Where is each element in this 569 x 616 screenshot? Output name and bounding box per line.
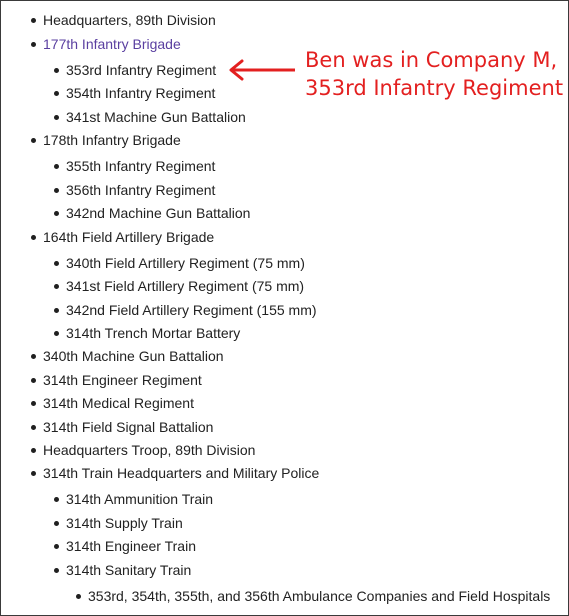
- list-item-164th-field-artillery-brigade: [43, 229, 214, 246]
- list-item-label: 314th Medical Regiment: [43, 395, 194, 411]
- list-item-314th-train-hq-military-police: [43, 465, 319, 482]
- list-item-label: 314th Sanitary Train: [66, 562, 192, 578]
- list-item-314th-medical-regiment: [43, 395, 194, 412]
- list-item-314th-engineer-train: [66, 538, 196, 555]
- list-item-314th-supply-train: [66, 515, 183, 532]
- list-item-314th-sanitary-train: [66, 562, 191, 579]
- list-item-label: 314th Supply Train: [66, 515, 183, 531]
- list-item-headquarters-troop: [43, 442, 255, 459]
- bullet-icon: [31, 138, 36, 143]
- list-item-340th-field-artillery-regiment: [66, 255, 305, 272]
- list-item-label: 314th Ammunition Train: [66, 491, 214, 507]
- list-item-341st-field-artillery-regiment: [66, 278, 304, 295]
- bullet-icon: [54, 331, 59, 336]
- bullet-icon: [54, 68, 59, 73]
- list-item-354th-infantry-regiment: [66, 85, 215, 102]
- bullet-icon: [54, 308, 59, 313]
- bullet-icon: [31, 425, 36, 430]
- list-item-342nd-machine-gun-battalion: [66, 205, 250, 222]
- bullet-icon: [31, 235, 36, 240]
- list-item-label: 314th Train Headquarters and Military Police: [43, 465, 320, 481]
- list-item-label: 314th Engineer Train: [66, 538, 196, 554]
- list-item-label: 353rd Infantry Regiment: [66, 62, 217, 78]
- list-item-314th-trench-mortar-battery: [66, 325, 240, 342]
- list-item-label: 354th Infantry Regiment: [66, 85, 216, 101]
- bullet-icon: [54, 568, 59, 573]
- list-item-314th-ammunition-train: [66, 491, 213, 508]
- list-item-label: 164th Field Artillery Brigade: [43, 229, 215, 245]
- bullet-icon: [54, 91, 59, 96]
- list-item-341st-machine-gun-battalion: [66, 109, 246, 126]
- list-item-label: 314th Trench Mortar Battery: [66, 325, 241, 341]
- bullet-icon: [31, 471, 36, 476]
- left-arrow-icon: [227, 59, 299, 81]
- list-item-label: 356th Infantry Regiment: [66, 182, 216, 198]
- bullet-icon: [54, 164, 59, 169]
- bullet-icon: [54, 211, 59, 216]
- annotation-line-1: Ben was in Company M,: [305, 48, 558, 72]
- bullet-icon: [54, 497, 59, 502]
- list-item-314th-engineer-regiment: [43, 372, 202, 389]
- annotation-line-2: 353rd Infantry Regiment: [305, 76, 564, 100]
- bullet-icon: [31, 401, 36, 406]
- list-item-label: 341st Field Artillery Regiment (75 mm): [66, 278, 305, 294]
- list-item-label: 340th Field Artillery Regiment (75 mm): [66, 255, 305, 271]
- list-item-356th-infantry-regiment: [66, 182, 215, 199]
- list-item-314th-field-signal-battalion: [43, 419, 213, 436]
- bullet-icon: [31, 42, 36, 47]
- bullet-icon: [54, 115, 59, 120]
- bullet-icon: [54, 544, 59, 549]
- list-item-label: 341st Machine Gun Battalion: [66, 109, 246, 125]
- list-item-label: 314th Engineer Regiment: [43, 372, 202, 388]
- list-item-label: 355th Infantry Regiment: [66, 158, 216, 174]
- list-item-hq-89th-division: [43, 12, 216, 29]
- bullet-icon: [31, 354, 36, 359]
- list-item-342nd-field-artillery-regiment: [66, 302, 317, 319]
- bullet-icon: [54, 261, 59, 266]
- list-item-label: 340th Machine Gun Battalion: [43, 348, 224, 364]
- list-item-label: Headquarters Troop, 89th Division: [43, 442, 256, 458]
- list-item-label: 342nd Machine Gun Battalion: [66, 205, 251, 221]
- annotation-callout: [305, 46, 564, 102]
- list-item-355th-infantry-regiment: [66, 158, 215, 175]
- list-item-label: 353rd, 354th, 355th, and 356th Ambulance Companies and Field Hospitals: [88, 588, 551, 604]
- bullet-icon: [31, 378, 36, 383]
- list-item-label: 178th Infantry Brigade: [43, 132, 181, 148]
- list-item-340th-machine-gun-battalion: [43, 348, 224, 365]
- list-item-177th-infantry-brigade-link[interactable]: [43, 36, 181, 53]
- list-item-label: Headquarters, 89th Division: [43, 12, 216, 28]
- list-item-label[interactable]: 177th Infantry Brigade: [43, 36, 181, 52]
- list-item-label: 342nd Field Artillery Regiment (155 mm): [66, 302, 317, 318]
- list-item-178th-infantry-brigade: [43, 132, 181, 149]
- list-item-label: 314th Field Signal Battalion: [43, 419, 214, 435]
- list-item-353rd-infantry-regiment: [66, 62, 216, 79]
- bullet-icon: [54, 188, 59, 193]
- bullet-icon: [54, 284, 59, 289]
- bullet-icon: [31, 448, 36, 453]
- bullet-icon: [31, 18, 36, 23]
- list-item-ambulance-companies-field-hospitals: [88, 588, 550, 605]
- bullet-icon: [76, 594, 81, 599]
- bullet-icon: [54, 521, 59, 526]
